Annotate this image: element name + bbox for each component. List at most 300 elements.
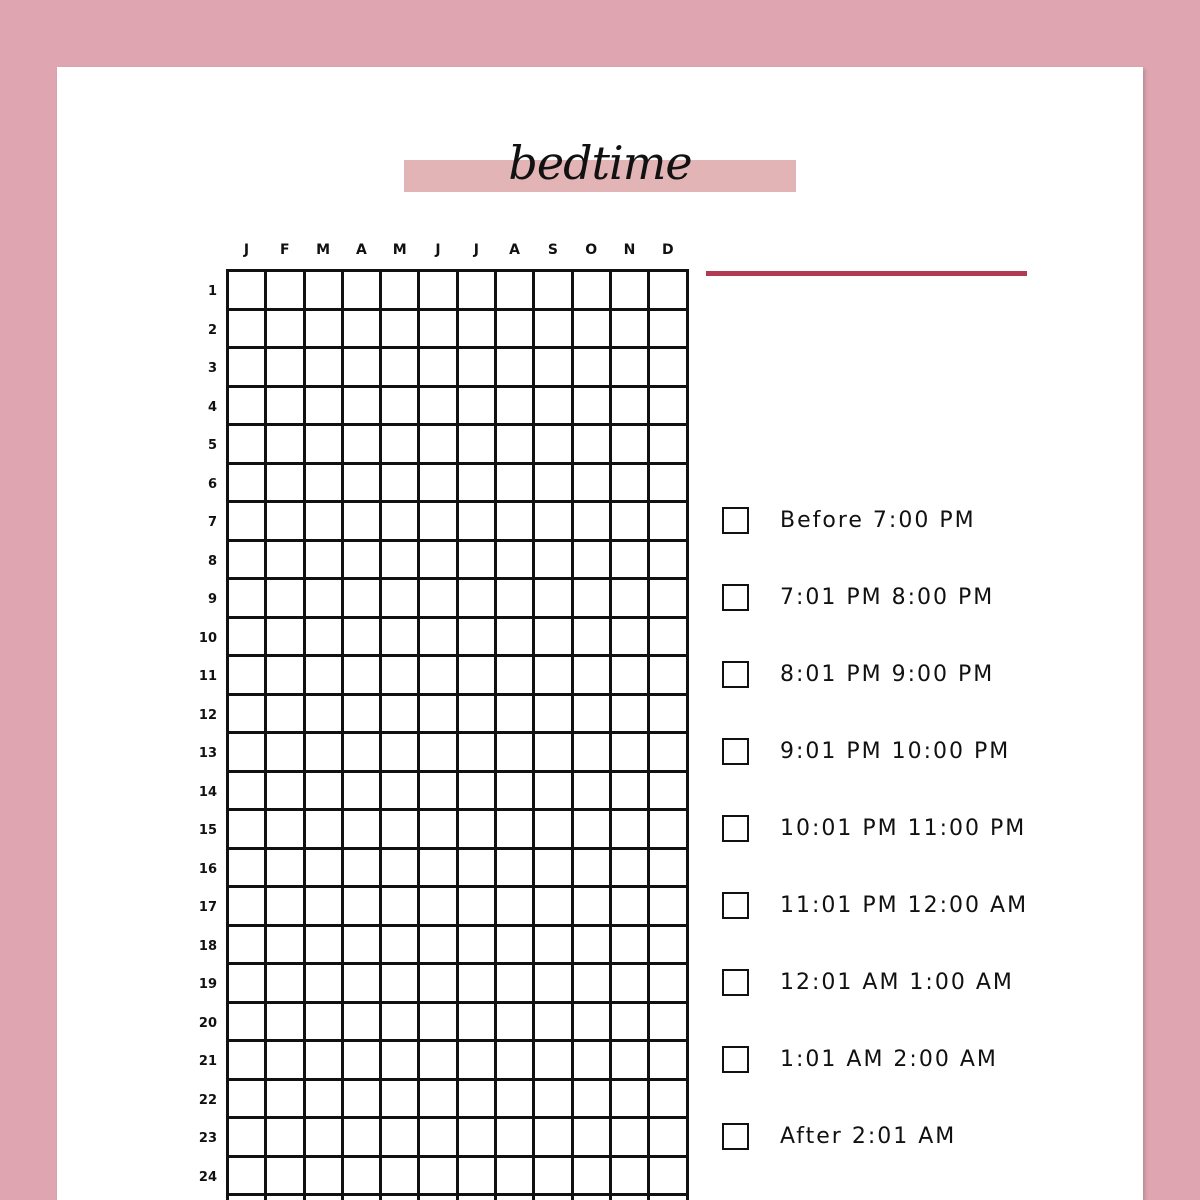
grid-cell[interactable] (650, 426, 688, 465)
grid-cell[interactable] (650, 1196, 688, 1200)
grid-cell[interactable] (420, 657, 458, 696)
grid-cell[interactable] (574, 965, 612, 1004)
grid-cell[interactable] (497, 619, 535, 658)
grid-cell[interactable] (344, 1081, 382, 1120)
grid-cell[interactable] (459, 311, 497, 350)
grid-cell[interactable] (497, 542, 535, 581)
grid-cell[interactable] (574, 619, 612, 658)
grid-cell[interactable] (574, 696, 612, 735)
grid-cell[interactable] (382, 811, 420, 850)
grid-cell[interactable] (574, 850, 612, 889)
grid-cell[interactable] (382, 311, 420, 350)
grid-cell[interactable] (420, 272, 458, 311)
grid-cell[interactable] (535, 1042, 573, 1081)
grid-cell[interactable] (497, 1158, 535, 1197)
legend-checkbox[interactable] (722, 661, 749, 688)
grid-cell[interactable] (382, 1081, 420, 1120)
grid-cell[interactable] (306, 1081, 344, 1120)
grid-cell[interactable] (535, 1081, 573, 1120)
grid-cell[interactable] (229, 1081, 267, 1120)
grid-cell[interactable] (459, 580, 497, 619)
grid-cell[interactable] (420, 1081, 458, 1120)
grid-cell[interactable] (267, 888, 305, 927)
grid-cell[interactable] (535, 272, 573, 311)
grid-cell[interactable] (267, 388, 305, 427)
grid-cell[interactable] (574, 349, 612, 388)
legend-checkbox[interactable] (722, 815, 749, 842)
legend-checkbox[interactable] (722, 969, 749, 996)
grid-cell[interactable] (267, 734, 305, 773)
grid-cell[interactable] (535, 1004, 573, 1043)
grid-cell[interactable] (459, 1196, 497, 1200)
grid-cell[interactable] (574, 1042, 612, 1081)
grid-cell[interactable] (344, 272, 382, 311)
grid-cell[interactable] (535, 1196, 573, 1200)
grid-cell[interactable] (459, 1042, 497, 1081)
grid-cell[interactable] (535, 1119, 573, 1158)
grid-cell[interactable] (650, 388, 688, 427)
grid-cell[interactable] (382, 888, 420, 927)
grid-cell[interactable] (459, 1004, 497, 1043)
grid-cell[interactable] (267, 850, 305, 889)
grid-cell[interactable] (344, 696, 382, 735)
grid-cell[interactable] (306, 465, 344, 504)
grid-cell[interactable] (535, 850, 573, 889)
grid-cell[interactable] (229, 965, 267, 1004)
grid-cell[interactable] (497, 1042, 535, 1081)
legend-checkbox[interactable] (722, 584, 749, 611)
grid-cell[interactable] (344, 503, 382, 542)
grid-cell[interactable] (229, 734, 267, 773)
grid-cell[interactable] (382, 1042, 420, 1081)
grid-cell[interactable] (420, 465, 458, 504)
grid-cell[interactable] (267, 619, 305, 658)
grid-cell[interactable] (267, 580, 305, 619)
grid-cell[interactable] (344, 657, 382, 696)
grid-cell[interactable] (535, 696, 573, 735)
grid-cell[interactable] (574, 465, 612, 504)
grid-cell[interactable] (574, 580, 612, 619)
grid-cell[interactable] (420, 426, 458, 465)
grid-cell[interactable] (267, 1196, 305, 1200)
grid-cell[interactable] (459, 734, 497, 773)
grid-cell[interactable] (497, 580, 535, 619)
grid-cell[interactable] (420, 503, 458, 542)
grid-cell[interactable] (344, 888, 382, 927)
grid-cell[interactable] (497, 503, 535, 542)
grid-cell[interactable] (344, 619, 382, 658)
grid-cell[interactable] (459, 503, 497, 542)
grid-cell[interactable] (650, 1158, 688, 1197)
grid-cell[interactable] (535, 465, 573, 504)
grid-cell[interactable] (344, 773, 382, 812)
grid-cell[interactable] (650, 888, 688, 927)
grid-cell[interactable] (535, 734, 573, 773)
grid-cell[interactable] (229, 426, 267, 465)
grid-cell[interactable] (306, 542, 344, 581)
grid-cell[interactable] (229, 503, 267, 542)
grid-cell[interactable] (459, 619, 497, 658)
grid-cell[interactable] (650, 696, 688, 735)
grid-cell[interactable] (344, 734, 382, 773)
grid-cell[interactable] (535, 619, 573, 658)
grid-cell[interactable] (229, 1042, 267, 1081)
grid-cell[interactable] (344, 388, 382, 427)
grid-cell[interactable] (497, 696, 535, 735)
grid-cell[interactable] (612, 388, 650, 427)
grid-cell[interactable] (535, 542, 573, 581)
grid-cell[interactable] (650, 1119, 688, 1158)
grid-cell[interactable] (459, 1081, 497, 1120)
grid-cell[interactable] (574, 1081, 612, 1120)
grid-cell[interactable] (459, 696, 497, 735)
grid-cell[interactable] (229, 349, 267, 388)
grid-cell[interactable] (459, 388, 497, 427)
grid-cell[interactable] (459, 965, 497, 1004)
grid-cell[interactable] (420, 388, 458, 427)
grid-cell[interactable] (382, 272, 420, 311)
grid-cell[interactable] (344, 1158, 382, 1197)
grid-cell[interactable] (382, 503, 420, 542)
grid-cell[interactable] (229, 888, 267, 927)
grid-cell[interactable] (420, 542, 458, 581)
grid-cell[interactable] (612, 927, 650, 966)
grid-cell[interactable] (344, 1196, 382, 1200)
grid-cell[interactable] (612, 1119, 650, 1158)
grid-cell[interactable] (650, 1004, 688, 1043)
grid-cell[interactable] (497, 349, 535, 388)
grid-cell[interactable] (535, 773, 573, 812)
grid-cell[interactable] (229, 388, 267, 427)
grid-cell[interactable] (382, 465, 420, 504)
grid-cell[interactable] (229, 311, 267, 350)
grid-cell[interactable] (420, 1196, 458, 1200)
grid-cell[interactable] (306, 850, 344, 889)
grid-cell[interactable] (650, 657, 688, 696)
grid-cell[interactable] (650, 542, 688, 581)
grid-cell[interactable] (306, 426, 344, 465)
grid-cell[interactable] (459, 465, 497, 504)
grid-cell[interactable] (612, 619, 650, 658)
grid-cell[interactable] (229, 811, 267, 850)
grid-cell[interactable] (574, 388, 612, 427)
grid-cell[interactable] (229, 1196, 267, 1200)
grid-cell[interactable] (420, 965, 458, 1004)
grid-cell[interactable] (267, 542, 305, 581)
grid-cell[interactable] (306, 734, 344, 773)
legend-checkbox[interactable] (722, 1046, 749, 1073)
legend-checkbox[interactable] (722, 738, 749, 765)
grid-cell[interactable] (306, 696, 344, 735)
grid-cell[interactable] (574, 503, 612, 542)
grid-cell[interactable] (267, 927, 305, 966)
grid-cell[interactable] (650, 850, 688, 889)
grid-cell[interactable] (612, 773, 650, 812)
grid-cell[interactable] (497, 388, 535, 427)
grid-cell[interactable] (459, 657, 497, 696)
grid-cell[interactable] (267, 811, 305, 850)
grid-cell[interactable] (382, 388, 420, 427)
grid-cell[interactable] (344, 580, 382, 619)
grid-cell[interactable] (459, 349, 497, 388)
legend-checkbox[interactable] (722, 507, 749, 534)
grid-cell[interactable] (267, 503, 305, 542)
grid-cell[interactable] (459, 1158, 497, 1197)
grid-cell[interactable] (650, 580, 688, 619)
grid-cell[interactable] (612, 1042, 650, 1081)
grid-cell[interactable] (497, 850, 535, 889)
grid-cell[interactable] (267, 657, 305, 696)
grid-cell[interactable] (306, 811, 344, 850)
grid-cell[interactable] (459, 542, 497, 581)
grid-cell[interactable] (267, 1119, 305, 1158)
grid-cell[interactable] (650, 311, 688, 350)
grid-cell[interactable] (612, 349, 650, 388)
grid-cell[interactable] (382, 426, 420, 465)
grid-cell[interactable] (382, 349, 420, 388)
grid-cell[interactable] (497, 811, 535, 850)
grid-cell[interactable] (306, 272, 344, 311)
grid-cell[interactable] (382, 927, 420, 966)
grid-cell[interactable] (306, 1004, 344, 1043)
grid-cell[interactable] (574, 1196, 612, 1200)
grid-cell[interactable] (612, 811, 650, 850)
grid-cell[interactable] (650, 465, 688, 504)
grid-cell[interactable] (382, 734, 420, 773)
grid-cell[interactable] (267, 272, 305, 311)
grid-cell[interactable] (306, 311, 344, 350)
grid-cell[interactable] (535, 888, 573, 927)
grid-cell[interactable] (459, 811, 497, 850)
grid-cell[interactable] (306, 1196, 344, 1200)
grid-cell[interactable] (306, 773, 344, 812)
grid-cell[interactable] (382, 1196, 420, 1200)
grid-cell[interactable] (420, 773, 458, 812)
grid-cell[interactable] (344, 542, 382, 581)
grid-cell[interactable] (306, 503, 344, 542)
grid-cell[interactable] (535, 927, 573, 966)
grid-cell[interactable] (459, 773, 497, 812)
grid-cell[interactable] (497, 1196, 535, 1200)
grid-cell[interactable] (535, 580, 573, 619)
grid-cell[interactable] (420, 1042, 458, 1081)
grid-cell[interactable] (267, 311, 305, 350)
grid-cell[interactable] (267, 696, 305, 735)
grid-cell[interactable] (535, 657, 573, 696)
grid-cell[interactable] (612, 272, 650, 311)
grid-cell[interactable] (574, 657, 612, 696)
grid-cell[interactable] (612, 426, 650, 465)
grid-cell[interactable] (574, 888, 612, 927)
grid-cell[interactable] (650, 1081, 688, 1120)
grid-cell[interactable] (306, 1042, 344, 1081)
grid-cell[interactable] (229, 696, 267, 735)
grid-cell[interactable] (574, 811, 612, 850)
grid-cell[interactable] (535, 811, 573, 850)
grid-cell[interactable] (267, 465, 305, 504)
grid-cell[interactable] (229, 465, 267, 504)
grid-cell[interactable] (535, 965, 573, 1004)
grid-cell[interactable] (229, 927, 267, 966)
grid-cell[interactable] (459, 272, 497, 311)
legend-checkbox[interactable] (722, 892, 749, 919)
grid-cell[interactable] (267, 773, 305, 812)
grid-cell[interactable] (420, 888, 458, 927)
grid-cell[interactable] (650, 272, 688, 311)
grid-cell[interactable] (612, 850, 650, 889)
grid-cell[interactable] (382, 850, 420, 889)
grid-cell[interactable] (574, 927, 612, 966)
grid-cell[interactable] (574, 773, 612, 812)
grid-cell[interactable] (229, 1004, 267, 1043)
grid-cell[interactable] (535, 1158, 573, 1197)
grid-cell[interactable] (650, 773, 688, 812)
grid-cell[interactable] (650, 349, 688, 388)
grid-cell[interactable] (650, 1042, 688, 1081)
grid-cell[interactable] (382, 1004, 420, 1043)
grid-cell[interactable] (574, 1119, 612, 1158)
grid-cell[interactable] (612, 888, 650, 927)
grid-cell[interactable] (535, 388, 573, 427)
grid-cell[interactable] (382, 657, 420, 696)
grid-cell[interactable] (267, 1004, 305, 1043)
grid-cell[interactable] (612, 657, 650, 696)
grid-cell[interactable] (612, 696, 650, 735)
grid-cell[interactable] (306, 1158, 344, 1197)
grid-cell[interactable] (535, 503, 573, 542)
grid-cell[interactable] (612, 734, 650, 773)
grid-cell[interactable] (574, 1004, 612, 1043)
grid-cell[interactable] (497, 657, 535, 696)
grid-cell[interactable] (497, 773, 535, 812)
grid-cell[interactable] (420, 696, 458, 735)
grid-cell[interactable] (344, 850, 382, 889)
grid-cell[interactable] (229, 272, 267, 311)
grid-cell[interactable] (229, 773, 267, 812)
grid-cell[interactable] (306, 388, 344, 427)
grid-cell[interactable] (497, 965, 535, 1004)
grid-cell[interactable] (574, 1158, 612, 1197)
grid-cell[interactable] (306, 657, 344, 696)
grid-cell[interactable] (344, 465, 382, 504)
grid-cell[interactable] (574, 542, 612, 581)
grid-cell[interactable] (267, 965, 305, 1004)
grid-cell[interactable] (420, 734, 458, 773)
grid-cell[interactable] (420, 1158, 458, 1197)
grid-cell[interactable] (574, 272, 612, 311)
grid-cell[interactable] (535, 349, 573, 388)
grid-cell[interactable] (229, 657, 267, 696)
grid-cell[interactable] (382, 1119, 420, 1158)
grid-cell[interactable] (420, 811, 458, 850)
grid-cell[interactable] (306, 580, 344, 619)
grid-cell[interactable] (306, 619, 344, 658)
grid-cell[interactable] (382, 696, 420, 735)
grid-cell[interactable] (420, 927, 458, 966)
grid-cell[interactable] (497, 311, 535, 350)
grid-cell[interactable] (612, 580, 650, 619)
grid-cell[interactable] (459, 426, 497, 465)
grid-cell[interactable] (420, 580, 458, 619)
grid-cell[interactable] (612, 1158, 650, 1197)
grid-cell[interactable] (497, 888, 535, 927)
grid-cell[interactable] (612, 1196, 650, 1200)
grid-cell[interactable] (229, 1158, 267, 1197)
grid-cell[interactable] (650, 927, 688, 966)
grid-cell[interactable] (497, 426, 535, 465)
grid-cell[interactable] (229, 850, 267, 889)
grid-cell[interactable] (344, 426, 382, 465)
grid-cell[interactable] (420, 619, 458, 658)
grid-cell[interactable] (344, 811, 382, 850)
grid-cell[interactable] (574, 734, 612, 773)
grid-cell[interactable] (344, 1042, 382, 1081)
grid-cell[interactable] (306, 927, 344, 966)
grid-cell[interactable] (420, 349, 458, 388)
grid-cell[interactable] (267, 426, 305, 465)
grid-cell[interactable] (420, 311, 458, 350)
grid-cell[interactable] (344, 1004, 382, 1043)
grid-cell[interactable] (612, 311, 650, 350)
grid-cell[interactable] (497, 927, 535, 966)
grid-cell[interactable] (497, 272, 535, 311)
grid-cell[interactable] (497, 1004, 535, 1043)
grid-cell[interactable] (497, 465, 535, 504)
grid-cell[interactable] (306, 349, 344, 388)
grid-cell[interactable] (306, 1119, 344, 1158)
grid-cell[interactable] (497, 734, 535, 773)
grid-cell[interactable] (612, 503, 650, 542)
grid-cell[interactable] (650, 811, 688, 850)
grid-cell[interactable] (420, 1004, 458, 1043)
grid-cell[interactable] (459, 1119, 497, 1158)
grid-cell[interactable] (497, 1119, 535, 1158)
grid-cell[interactable] (344, 311, 382, 350)
grid-cell[interactable] (344, 927, 382, 966)
grid-cell[interactable] (382, 773, 420, 812)
grid-cell[interactable] (344, 349, 382, 388)
grid-cell[interactable] (420, 1119, 458, 1158)
grid-cell[interactable] (306, 965, 344, 1004)
grid-cell[interactable] (382, 1158, 420, 1197)
grid-cell[interactable] (420, 850, 458, 889)
grid-cell[interactable] (612, 1004, 650, 1043)
grid-cell[interactable] (229, 1119, 267, 1158)
grid-cell[interactable] (650, 503, 688, 542)
grid-cell[interactable] (497, 1081, 535, 1120)
grid-cell[interactable] (535, 426, 573, 465)
grid-cell[interactable] (382, 965, 420, 1004)
grid-cell[interactable] (306, 888, 344, 927)
grid-cell[interactable] (612, 542, 650, 581)
grid-cell[interactable] (229, 542, 267, 581)
grid-cell[interactable] (612, 465, 650, 504)
grid-cell[interactable] (382, 580, 420, 619)
grid-cell[interactable] (650, 965, 688, 1004)
grid-cell[interactable] (612, 1081, 650, 1120)
grid-cell[interactable] (650, 734, 688, 773)
grid-cell[interactable] (267, 1042, 305, 1081)
grid-cell[interactable] (574, 426, 612, 465)
grid-cell[interactable] (382, 619, 420, 658)
grid-cell[interactable] (459, 927, 497, 966)
grid-cell[interactable] (229, 580, 267, 619)
grid-cell[interactable] (344, 965, 382, 1004)
grid-cell[interactable] (267, 349, 305, 388)
grid-cell[interactable] (344, 1119, 382, 1158)
legend-checkbox[interactable] (722, 1123, 749, 1150)
grid-cell[interactable] (267, 1081, 305, 1120)
